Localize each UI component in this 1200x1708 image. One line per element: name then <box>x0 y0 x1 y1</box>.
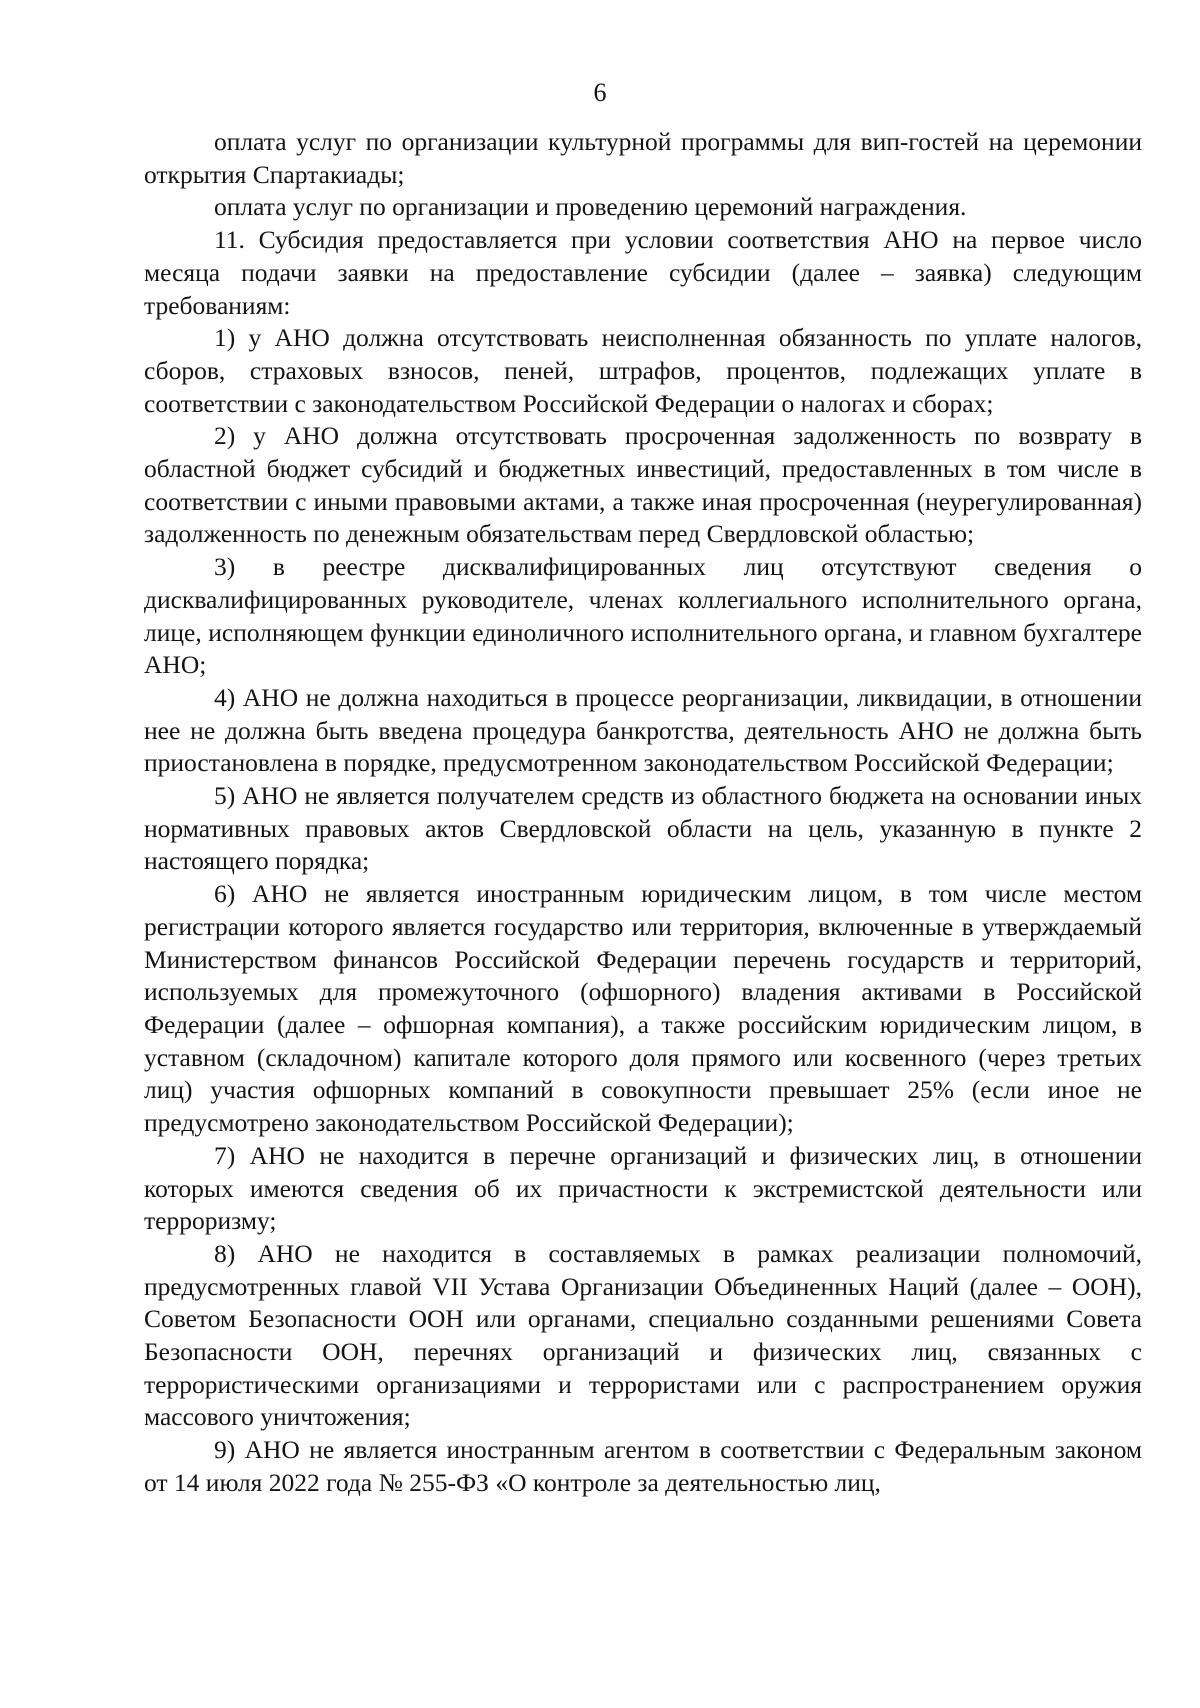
paragraph-requirement-3: 3) в реестре дисквалифицированных лиц отсутствуют сведения о дисквалифицированных руководителе, членах коллегиального исполнительного органа, лице, исполняющем функции единоличного исполнительного органа, и главном бухгалтере АНО; <box>144 552 1142 680</box>
paragraph-requirement-9: 9) АНО не является иностранным агентом в соответствии с Федеральным законом от 14 июля 2022 года № 255-ФЗ «О контроле за деятельностью лиц, <box>144 1435 1142 1497</box>
paragraph-requirement-6: 6) АНО не является иностранным юридическим лицом, в том числе местом регистрации которого является государство или территория, включенные в утверждаемый Министерством финансов Российской Федерации перечень государств и территорий, используемых для промежуточного (офшорного) владения активами в Российской Федерации (далее – офшорная компания), а также российским юридическим лицом, в уставном (складочном) капитале которого доля прямого или косвенного (через третьих лиц) участия офшорных компаний в совокупности превышает 25% (если иное не предусмотрено законодательством Российской Федерации); <box>144 879 1142 1138</box>
paragraph-requirement-5: 5) АНО не является получателем средств из областного бюджета на основании иных нормативных правовых актов Свердловской области на цель, указанную в пункте 2 настоящего порядка; <box>144 781 1142 876</box>
page-number: 6 <box>593 78 607 107</box>
paragraph-clause-11: 11. Субсидия предоставляется при условии соответствия АНО на первое число месяца подачи заявки на предоставление субсидии (далее – заявка) следующим требованиям: <box>144 225 1142 320</box>
paragraph-requirement-1: 1) у АНО должна отсутствовать неисполненная обязанность по уплате налогов, сборов, страховых взносов, пеней, штрафов, процентов, подлежащих уплате в соответствии с законодательством Российской Федерации о налогах и сборах; <box>144 323 1142 418</box>
paragraph-requirement-8: 8) АНО не находится в составляемых в рамках реализации полномочий, предусмотренных главой VII Устава Организации Объединенных Наций (далее – ООН), Советом Безопасности ООН или органами, специально созданными решениями Совета Безопасности ООН, перечнях организаций и физических лиц, связанных с террористическими организациями и террористами или с распространением оружия массового уничтожения; <box>144 1238 1142 1432</box>
paragraph-award-ceremonies: оплата услуг по организации и проведению церемоний награждения. <box>214 192 967 222</box>
document-body <box>144 126 1142 1500</box>
paragraph-requirement-2: 2) у АНО должна отсутствовать просроченная задолженность по возврату в областной бюджет субсидий и бюджетных инвестиций, предоставленных в том числе в соответствии с иными правовыми актами, а также иная просроченная (неурегулированная) задолженность по денежным обязательствам перед Свердловской областью; <box>144 421 1142 549</box>
paragraph-requirement-4: 4) АНО не должна находиться в процессе реорганизации, ликвидации, в отношении нее не должна быть введена процедура банкротства, деятельность АНО не должна быть приостановлена в порядке, предусмотренном законодательством Российской Федерации; <box>144 682 1142 778</box>
paragraph-cultural-program: оплата услуг по организации культурной программы для вип-гостей на церемонии открытия Спартакиады; <box>144 127 1142 189</box>
paragraph-requirement-7: 7) АНО не находится в перечне организаций и физических лиц, в отношении которых имеются сведения об их причастности к экстремистской деятельности или терроризму; <box>144 1140 1142 1236</box>
